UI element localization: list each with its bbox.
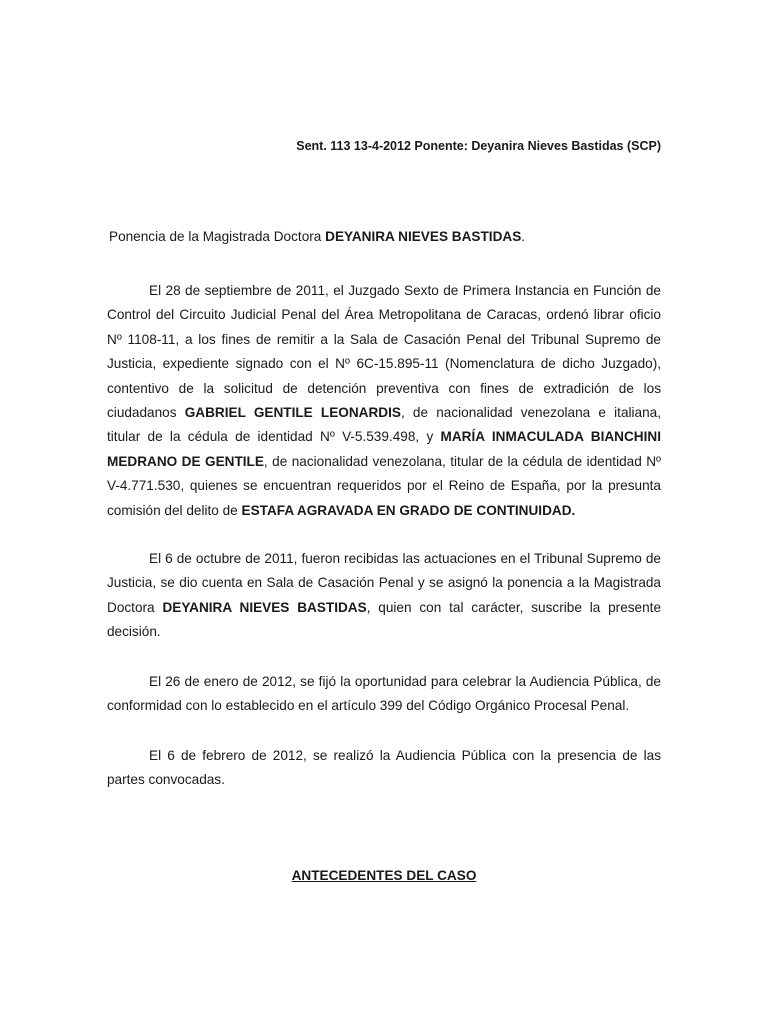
magistrate-name: DEYANIRA NIEVES BASTIDAS xyxy=(325,229,522,244)
person-name-maria: MARÍA INMACULADA BIANCHINI MEDRANO DE GENTILE xyxy=(107,429,661,469)
person-name-gabriel: GABRIEL GENTILE LEONARDIS xyxy=(184,405,401,421)
paragraph-text: El 28 de septiembre de 2011, el Juzgado Sexto de Primera Instancia en Función de Control del Circuito Judicial Penal del Área Metropolitana de Caracas, ordenó librar oficio Nº 1108-11, a los fines de remitir a la Sala de Casación Penal del Tribunal Supremo de Justicia, expediente signado con el Nº 6C-15.895-11 (Nomenclatura de dicho Juzgado), contentivo de la solicitud de detención preventiva con fines de extradición de los ciudadanos xyxy=(107,283,661,421)
ponencia-line xyxy=(109,229,669,244)
paragraph-text: El 26 de enero de 2012, se fijó la oportunidad para celebrar la Audiencia Pública, de conformidad con lo establecido en el artículo 399 del Código Orgánico Procesal Penal. xyxy=(107,674,661,714)
paragraph-text: El 6 de febrero de 2012, se realizó la Audiencia Pública con la presencia de las partes convocadas. xyxy=(107,748,661,788)
ponencia-prefix: Ponencia de la Magistrada Doctora xyxy=(109,229,326,244)
paragraph-hearing-scheduled xyxy=(107,670,661,719)
paragraph-text: , de nacionalidad venezolana e italiana, titular de la cédula de identidad Nº V-5.539.498, y xyxy=(107,405,661,445)
section-heading-antecedentes: ANTECEDENTES DEL CASO xyxy=(291,868,477,883)
paragraph-text: El 6 de octubre de 2011, fueron recibidas las actuaciones en el Tribunal Supremo de Justicia, se dio cuenta en Sala de Casación Penal y se asignó la ponencia a la Magistrada Doctora xyxy=(107,551,661,615)
ponencia-suffix: . xyxy=(521,229,526,244)
crime-name: ESTAFA AGRAVADA EN GRADO DE CONTINUIDAD. xyxy=(241,502,576,518)
paragraph-hearing-held xyxy=(107,744,661,793)
paragraph-text: , quien con tal carácter, suscribe la presente decisión. xyxy=(107,599,662,640)
magistrate-name: DEYANIRA NIEVES BASTIDAS xyxy=(162,599,367,615)
paragraph-case-assignment xyxy=(107,547,661,645)
sentence-reference-header: Sent. 113 13-4-2012 Ponente: Deyanira Nieves Bastidas (SCP) xyxy=(296,139,661,153)
paragraph-text: , de nacionalidad venezolana, titular de la cédula de identidad Nº V-4.771.530, quienes se encuentran requeridos por el Reino de España, por la presunta comisión del delito de xyxy=(107,453,661,518)
paragraph-extradition-request xyxy=(107,279,661,523)
